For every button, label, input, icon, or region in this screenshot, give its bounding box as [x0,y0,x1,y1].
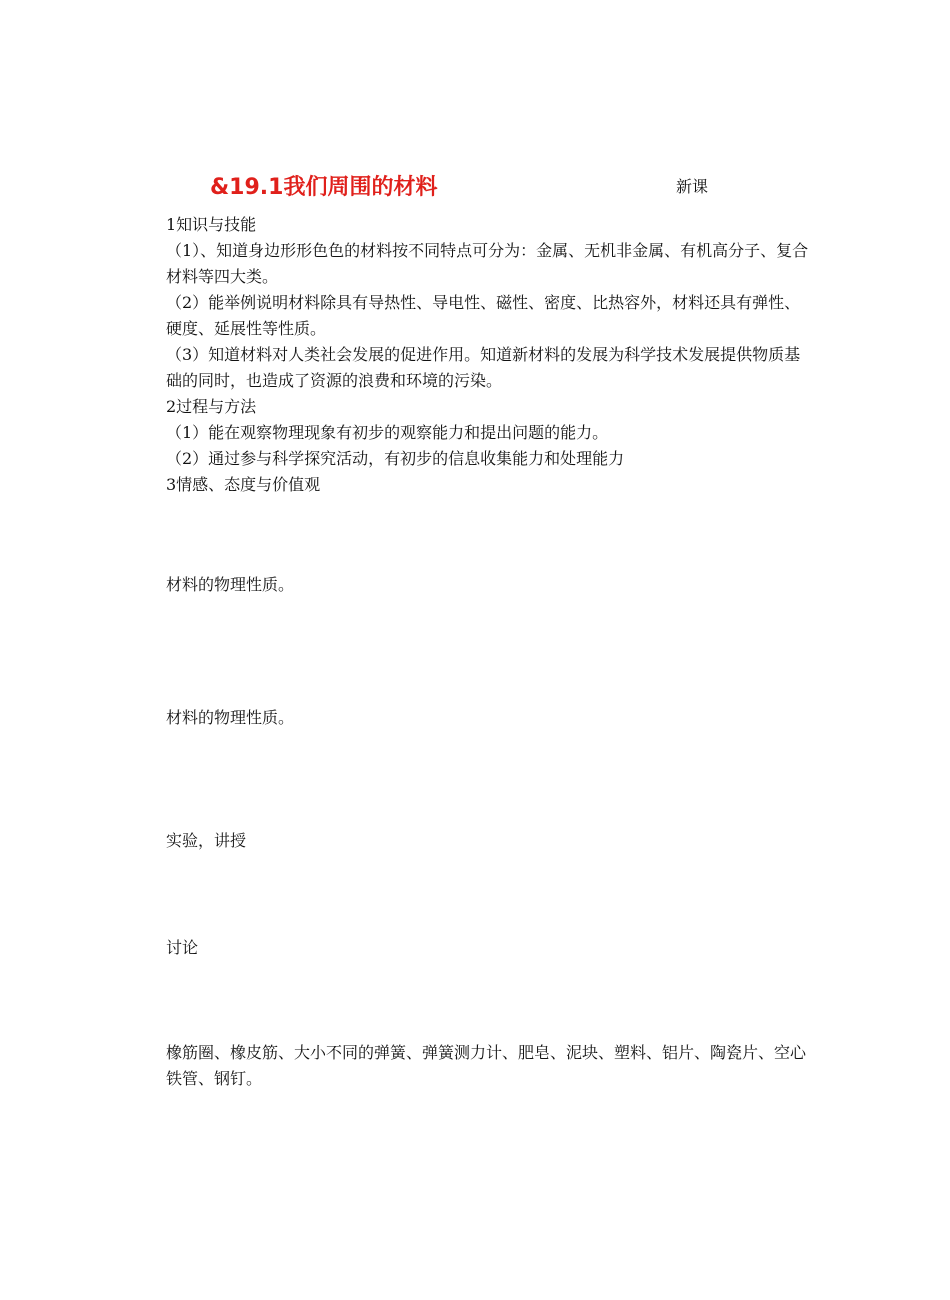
learning-method-text: 讨论 [166,938,199,957]
difficult-point-text: 材料的物理性质。 [166,708,295,727]
section-heading-knowledge-skills: 1知识与技能 [166,215,257,234]
objective-item: （3）知道材料对人类社会发展的促进作用。知道新材料的发展为科学技术发展提供物质基础的同时，也造成了资源的浪费和环境的污染。 [166,345,801,390]
objective-item: （2）能举例说明材料除具有导热性、导电性、磁性、密度、比热容外，材料还具有弹性、硬度、延展性等性质。 [166,293,801,338]
objective-item: （1）能在观察物理现象有初步的观察能力和提出问题的能力。 [166,423,609,442]
teaching-method-text: 实验，讲授 [166,831,247,850]
lesson-type-label: 新课 [676,177,709,196]
objective-item: （1）、知道身边形形色色的材料按不同特点可分为：金属、无机非金属、有机高分子、复合材料等四大类。 [166,241,809,286]
key-point-text: 材料的物理性质。 [166,575,295,594]
teaching-objectives [166,212,811,498]
page-title: &19.1我们周围的材料 [210,175,438,200]
objective-item: （2）通过参与科学探究活动，有初步的信息收集能力和处理能力 [166,449,625,468]
section-heading-emotion-values: 3情感、态度与价值观 [166,475,321,494]
materials-list-text: 橡筋圈、橡皮筋、大小不同的弹簧、弹簧测力计、肥皂、泥块、塑料、铝片、陶瓷片、空心铁管、钢钉。 [166,1043,807,1088]
section-heading-process-methods: 2过程与方法 [166,397,257,416]
